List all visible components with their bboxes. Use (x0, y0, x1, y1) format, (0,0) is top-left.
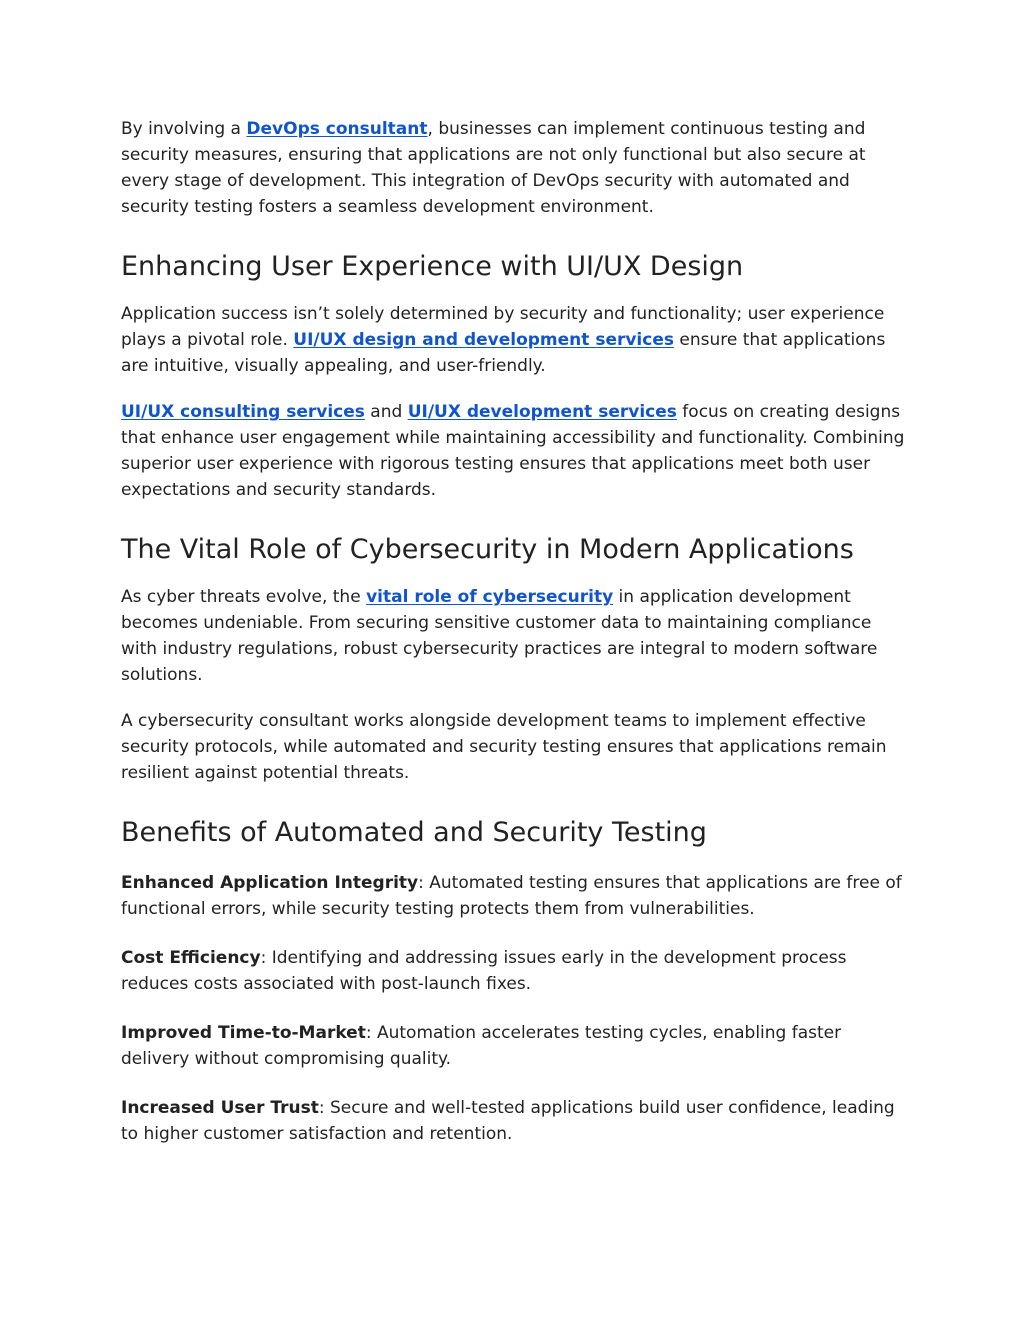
benefit-text: : Secure and well-tested applications build user confidence, leading to higher customer satisfaction and retention. (121, 1098, 895, 1144)
cyber-section-heading: The Vital Role of Cybersecurity in Modern Applications (121, 534, 854, 565)
benefit-item (121, 1020, 911, 1072)
ux-p1-text-before: Application success isn’t solely determined by security and functionality; user experience plays a pivotal role. (121, 304, 885, 350)
cyber-p1-text-before: As cyber threats evolve, the (121, 587, 367, 607)
ux-p2-text-after: focus on creating designs that enhance user engagement while maintaining accessibility and functionality. Combining superior user experience with rigorous testing ensures that applications meet both user expectations and security standards. (121, 402, 905, 500)
benefit-item (121, 945, 911, 997)
benefit-text: : Automation accelerates testing cycles, enabling faster delivery without compromising quality. (121, 1023, 842, 1069)
ux-p2-text-middle: and (364, 402, 408, 422)
intro-paragraph (121, 116, 911, 220)
benefit-title: Improved Time-to-Market (121, 1023, 366, 1043)
benefit-title: Enhanced Application Integrity (121, 873, 419, 893)
benefit-text: : Identifying and addressing issues early in the development process reduces costs associated with post-launch fixes. (121, 948, 847, 994)
ux-paragraph-2 (121, 399, 911, 503)
cyber-paragraph-1 (121, 584, 911, 688)
ux-section-heading: Enhancing User Experience with UI/UX Design (121, 251, 744, 282)
benefit-title: Increased User Trust (121, 1098, 319, 1118)
cyber-paragraph-2: A cybersecurity consultant works alongside development teams to implement effective security protocols, while automated and security testing ensures that applications remain resilient against potential threats. (121, 711, 887, 783)
uiux-design-development-link[interactable]: UI/UX design and development services (293, 330, 674, 350)
document-page (121, 116, 911, 1147)
vital-role-cybersecurity-link[interactable]: vital role of cybersecurity (366, 587, 614, 607)
ux-p1-text-after: ensure that applications are intuitive, visually appealing, and user-friendly. (121, 330, 886, 376)
benefit-text: : Automated testing ensures that applications are free of functional errors, while security testing protects them from vulnerabilities. (121, 873, 902, 919)
ux-paragraph-1 (121, 301, 911, 379)
uiux-consulting-link[interactable]: UI/UX consulting services (121, 402, 365, 422)
intro-text-before: By involving a (121, 119, 247, 139)
uiux-development-link[interactable]: UI/UX development services (407, 402, 677, 422)
intro-text-after: , businesses can implement continuous testing and security measures, ensuring that applications are not only functional but also secure at every stage of development. This integration of DevOps security with automated and security testing fosters a seamless development environment. (121, 119, 866, 217)
devops-consultant-link[interactable]: DevOps consultant (246, 119, 428, 139)
benefit-item (121, 1095, 911, 1147)
benefit-item (121, 870, 911, 922)
benefit-title: Cost Efficiency (121, 948, 261, 968)
cyber-p1-text-after: in application development becomes undeniable. From securing sensitive customer data to maintaining compliance with industry regulations, robust cybersecurity practices are integral to modern software solutions. (121, 587, 878, 685)
benefits-section-heading: Benefits of Automated and Security Testing (121, 817, 707, 848)
